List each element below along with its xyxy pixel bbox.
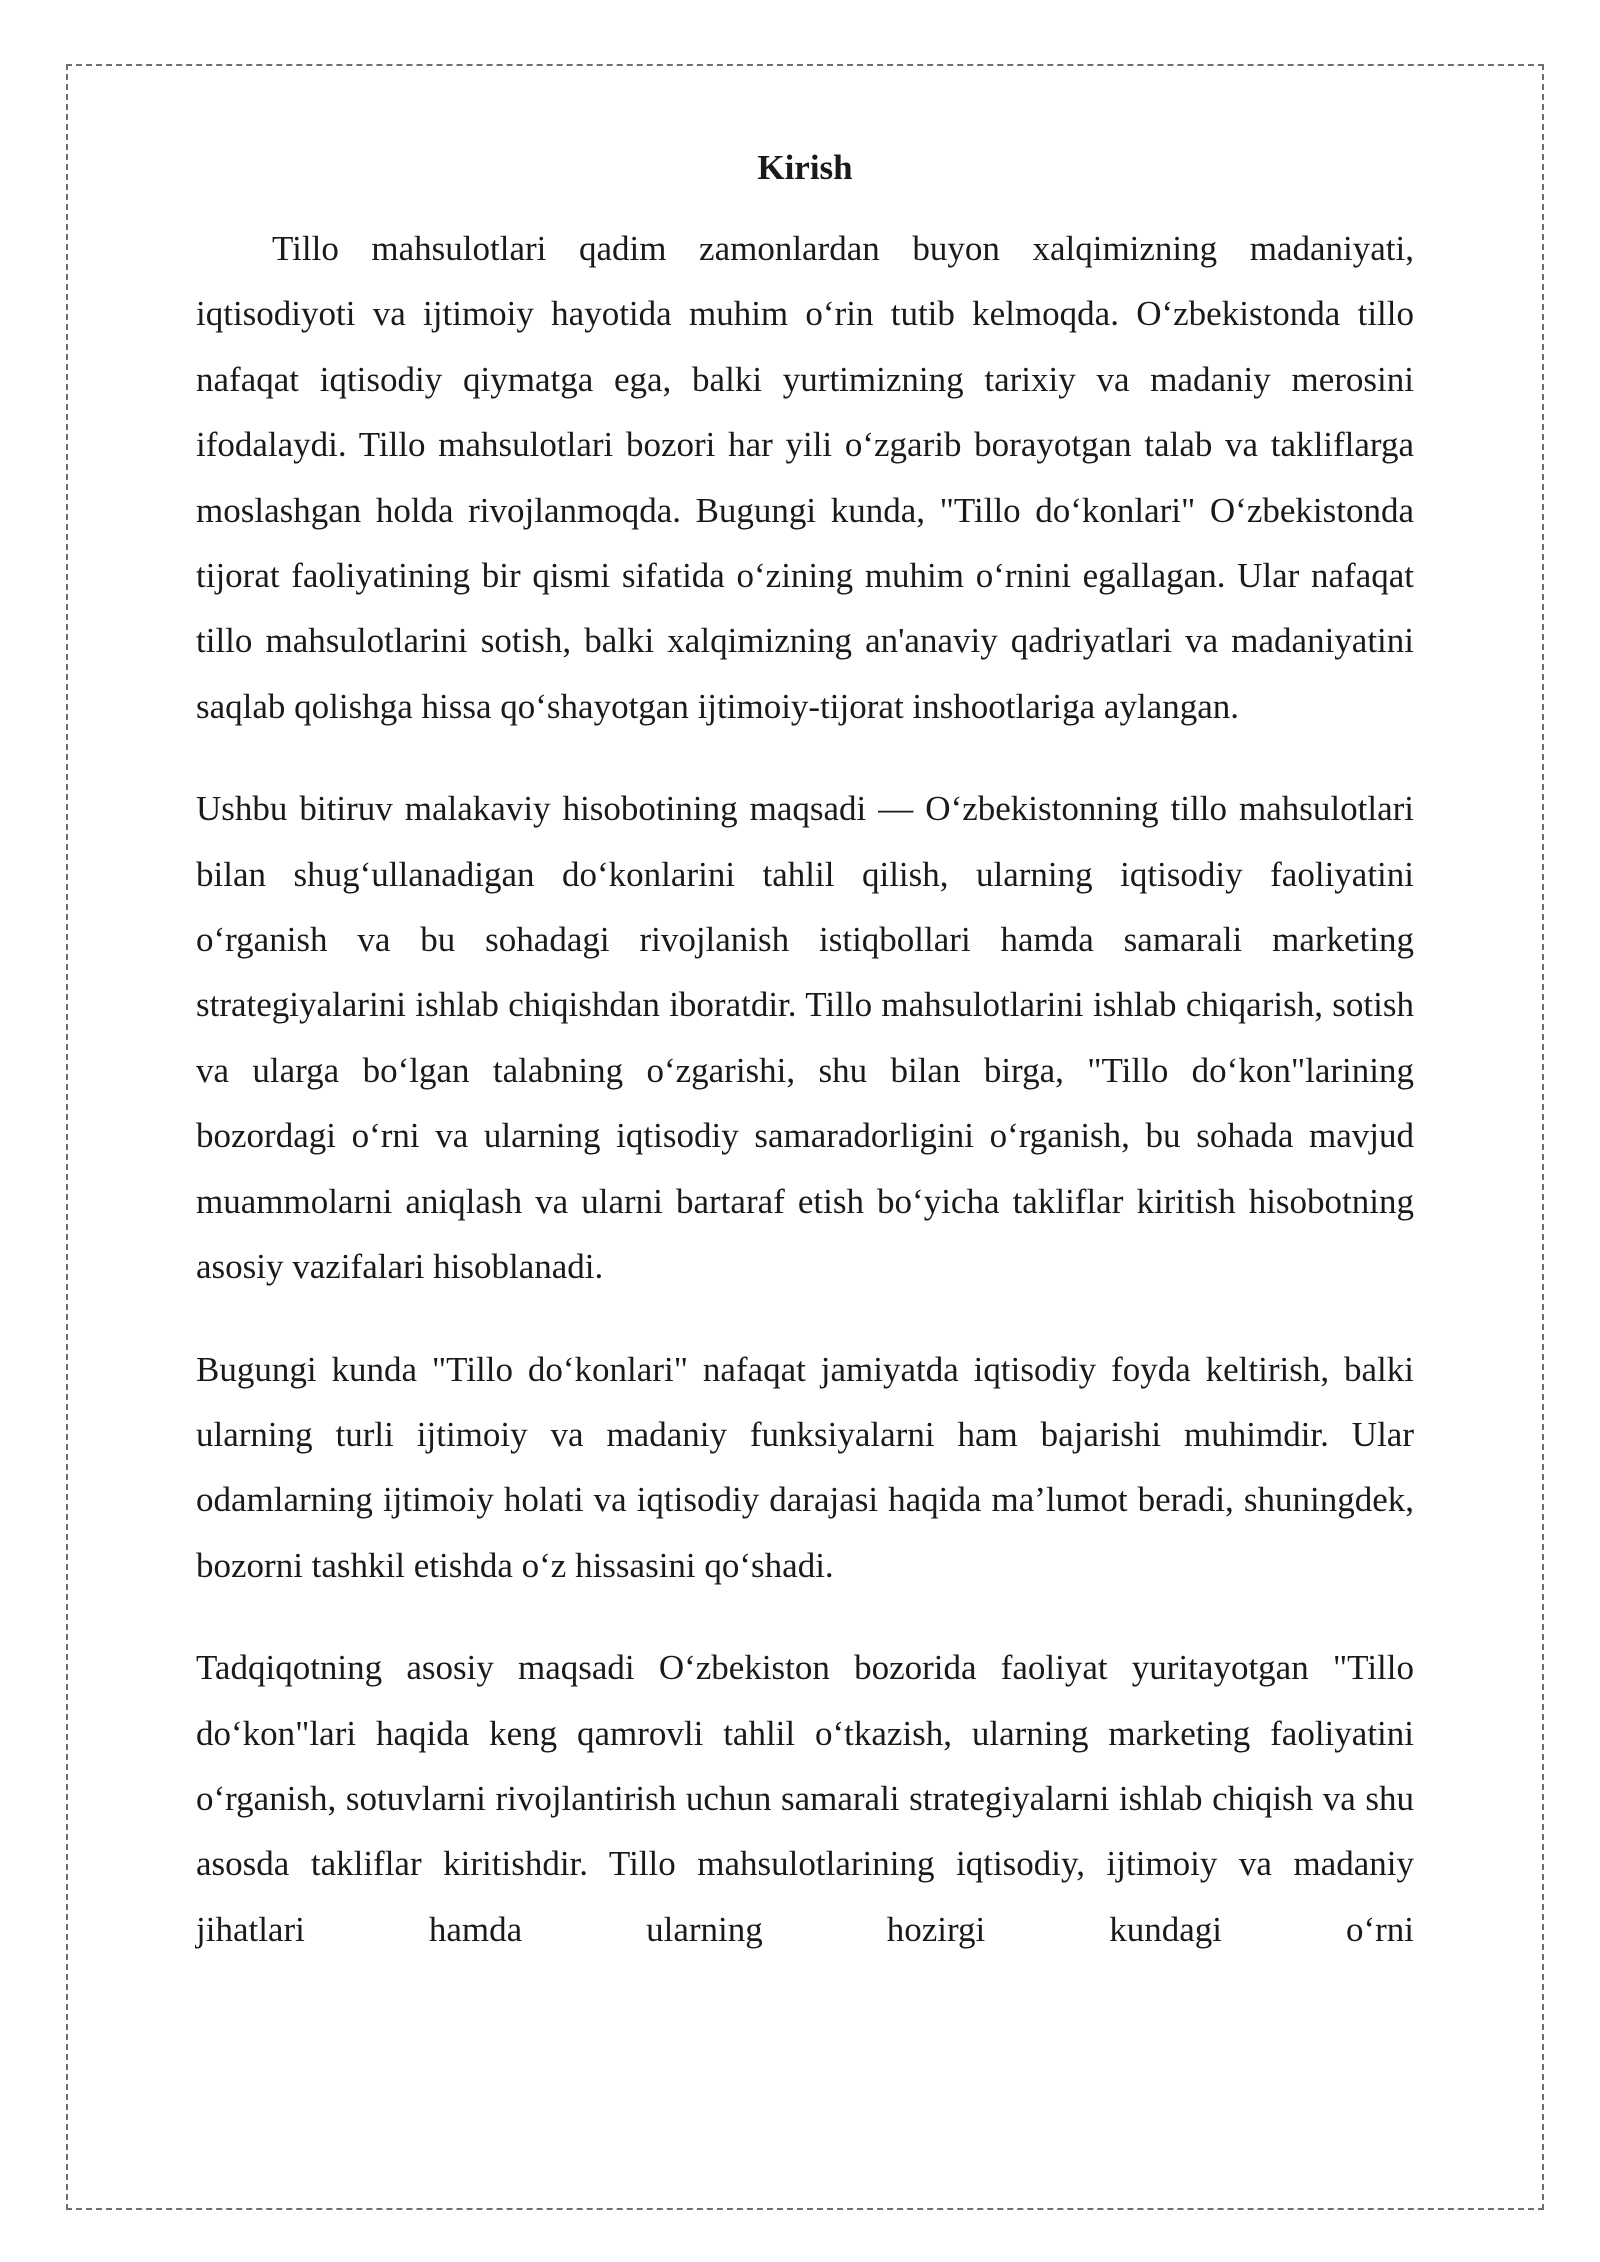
document-title: Kirish: [757, 148, 853, 187]
paragraph-1: Tillo mahsulotlari qadim zamonlardan buyon xalqimizning madaniyati, iqtisodiyoti va ijtimoiy hayotida muhim o‘rin tutib kelmoqda. O‘zbekistonda tillo nafaqat iqtisodiy qiymatga ega, balki yurtimizning tarixiy va madaniy merosini ifodalaydi. Tillo mahsulotlari bozori har yili o‘zgarib borayotgan talab va takliflarga moslashgan holda rivojlanmoqda. Bugungi kunda, "Tillo do‘konlari" O‘zbekistonda tijorat faoliyatining bir qismi sifatida o‘zining muhim o‘rnini egallagan. Ular nafaqat tillo mahsulotlarini sotish, balki xalqimizning an'anaviy qadriyatlari va madaniyatini saqlab qolishga hissa qo‘shayotgan ijtimoiy-tijorat inshootlariga aylangan.: [196, 229, 1414, 726]
document-body: [196, 140, 1414, 1962]
paragraph-4: Tadqiqotning asosiy maqsadi O‘zbekiston bozorida faoliyat yuritayotgan "Tillo do‘kon"lari haqida keng qamrovli tahlil o‘tkazish, ularning marketing faoliyatini o‘rganish, sotuvlarni rivojlantirish uchun samarali strategiyalarni ishlab chiqish va shu asosda takliflar kiritishdir. Tillo mahsulotlarining iqtisodiy, ijtimoiy va madaniy jihatlari hamda ularning hozirgi kundagi o‘rni: [196, 1648, 1414, 1949]
paragraph-3: Bugungi kunda "Tillo do‘konlari" nafaqat jamiyatda iqtisodiy foyda keltirish, balki ularning turli ijtimoiy va madaniy funksiyalarni ham bajarishi muhimdir. Ular odamlarning ijtimoiy holati va iqtisodiy darajasi haqida ma’lumot beradi, shuningdek, bozorni tashkil etishda o‘z hissasini qo‘shadi.: [196, 1349, 1414, 1585]
paragraph-2: Ushbu bitiruv malakaviy hisobotining maqsadi — O‘zbekistonning tillo mahsulotlari bilan shug‘ullanadigan do‘konlarini tahlil qilish, ularning iqtisodiy faoliyatini o‘rganish va bu sohadagi rivojlanish istiqbollari hamda samarali marketing strategiyalarini ishlab chiqishdan iboratdir. Tillo mahsulotlarini ishlab chiqarish, sotish va ularga bo‘lgan talabning o‘zgarishi, shu bilan birga, "Tillo do‘kon"larining bozordagi o‘rni va ularning iqtisodiy samaradorligini o‘rganish, bu sohada mavjud muammolarni aniqlash va ularni bartaraf etish bo‘yicha takliflar kiritish hisobotning asosiy vazifalari hisoblanadi.: [196, 789, 1414, 1287]
